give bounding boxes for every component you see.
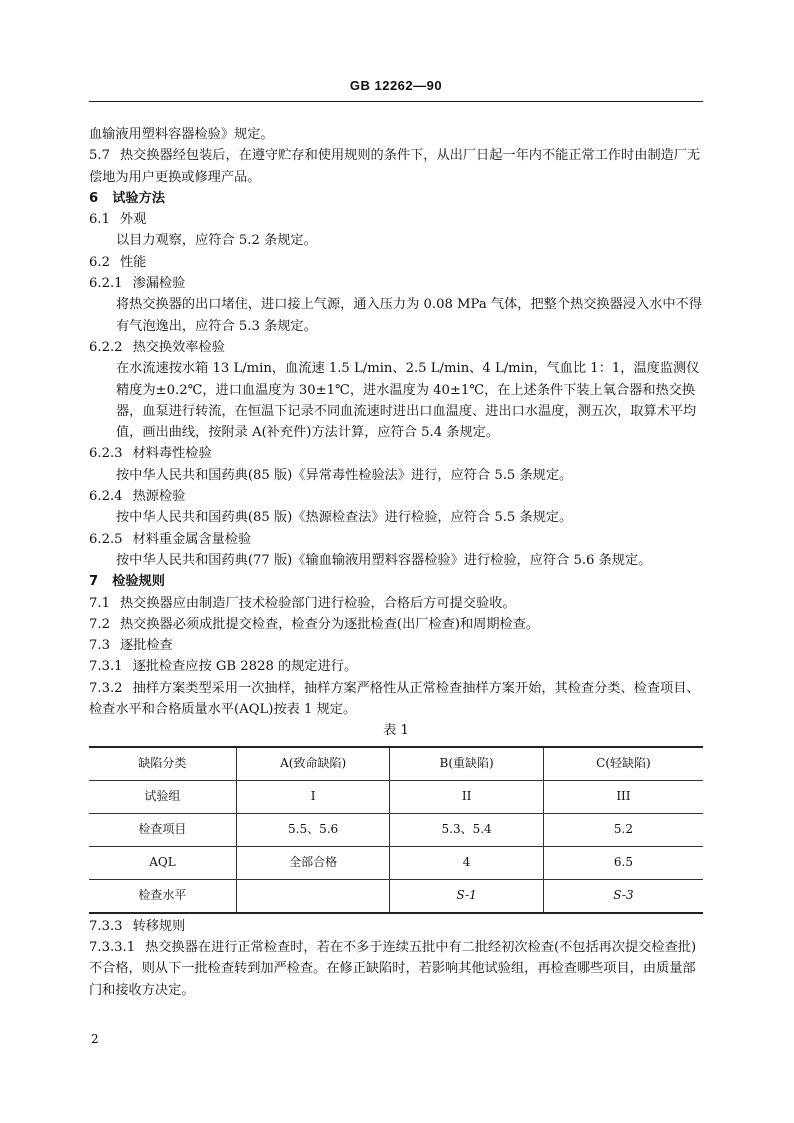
clause-6-2-4-body: 按中华人民共和国药典(85 版)《热源检查法》进行检验，应符合 5.5 条规定。: [116, 510, 573, 526]
clause-7-3-3: [89, 916, 703, 937]
clause-number: 7.1: [89, 595, 110, 611]
table-row: [89, 879, 703, 913]
table-cell: 4: [390, 846, 544, 879]
clause-text: 热交换器应由制造厂技术检验部门进行检验，合格后方可提交验收。: [119, 595, 516, 611]
table-row: [89, 813, 703, 846]
clause-number: 6.2.2: [89, 339, 123, 355]
clause-text: 热交换器必须成批提交检查，检查分为逐批检查(出厂检查)和周期检查。: [119, 616, 540, 632]
clause-6-1-body: 以目力观察，应符合 5.2 条规定。: [116, 233, 317, 249]
clause-6-1-heading: [89, 209, 703, 230]
table-header-row: [89, 747, 703, 781]
paragraph-continuation: 血输液用塑料容器检验》规定。: [89, 127, 274, 142]
clause-title: 材料重金属含量检验: [132, 531, 252, 547]
clause-text: 转移规则: [132, 918, 186, 934]
clause-6-2-3-body: 按中华人民共和国药典(85 版)《异常毒性检验法》进行，应符合 5.5 条规定。: [116, 467, 573, 483]
clause-number: 7.2: [89, 616, 110, 632]
clause-7-3-1: [89, 656, 703, 677]
table-cell: III: [543, 780, 703, 813]
clause-title: 材料毒性检验: [132, 446, 212, 462]
clause-title: 外观: [119, 212, 147, 228]
table-cell: 检查水平: [89, 879, 236, 913]
table-cell: I: [236, 780, 390, 813]
clause-6-2-4-heading: [89, 486, 703, 507]
clause-7-3-2: [89, 678, 703, 721]
table-cell: 6.5: [543, 846, 703, 879]
clause-number: 7.3.2: [89, 680, 123, 696]
clause-title: 热源检验: [132, 489, 186, 505]
header-divider: [89, 101, 703, 102]
table-row: [89, 846, 703, 879]
clause-6-2-1-heading: [89, 273, 703, 294]
clause-7-3-3-1: [89, 937, 703, 1001]
table-cell: 全部合格: [236, 846, 390, 879]
clause-7-3: [89, 635, 703, 656]
clause-title: 渗漏检验: [132, 276, 186, 292]
document-body: [89, 124, 703, 1001]
clause-number: 6.1: [89, 212, 110, 228]
clause-number: 7.3: [89, 638, 110, 654]
clause-number: 6.2.5: [89, 531, 123, 547]
page-header: GB 12262—90: [349, 78, 443, 93]
clause-number: 7.3.1: [89, 659, 123, 675]
clause-number: 6.2.3: [89, 446, 123, 462]
clause-text: 抽样方案类型采用一次抽样，抽样方案严格性从正常检查抽样方案开始，其检查分类、检查项目、检查水平和合格质量水平(AQL)按表 1 规定。: [89, 680, 700, 718]
clause-5-7: [89, 145, 703, 188]
table-header-cell: 缺陷分类: [89, 747, 236, 781]
section-number: 7: [89, 574, 99, 590]
table-header-cell: B(重缺陷): [390, 747, 544, 781]
clause-number: 6.2.1: [89, 276, 123, 292]
table-cell: 试验组: [89, 780, 236, 813]
clause-text: 逐批检查: [119, 638, 173, 654]
table-cell: 5.2: [543, 813, 703, 846]
table-cell: [236, 879, 390, 913]
clause-6-2-5-heading: [89, 529, 703, 550]
table-cell: AQL: [89, 846, 236, 879]
clause-6-2-heading: [89, 252, 703, 273]
table-cell: S-3: [543, 879, 703, 913]
clause-7-2: [89, 614, 703, 635]
clause-number: 5.7: [89, 148, 110, 164]
table-header-cell: A(致命缺陷): [236, 747, 390, 781]
clause-number: 7.3.3.1: [89, 939, 136, 955]
clause-6-2-5-body: 按中华人民共和国药典(77 版)《输血输液用塑料容器检验》进行检验，应符合 5.6 条规定。: [116, 552, 652, 568]
clause-6-2-2-heading: [89, 337, 703, 358]
table-header-cell: C(轻缺陷): [543, 747, 703, 781]
clause-7-1: [89, 593, 703, 614]
section-number: 6: [89, 190, 99, 206]
table-cell: 5.5、5.6: [236, 813, 390, 846]
table-caption: 表 1: [383, 723, 409, 739]
section-7-heading: [89, 571, 703, 592]
section-title: 检验规则: [112, 574, 165, 590]
section-title: 试验方法: [112, 190, 165, 206]
section-6-heading: [89, 188, 703, 209]
clause-text: 热交换器经包装后，在遵守贮存和使用规则的条件下，从出厂日起一年内不能正常工作时由制造厂无偿地为用户更换或修理产品。: [89, 148, 701, 185]
clause-title: 热交换效率检验: [132, 339, 225, 355]
table-cell: 检查项目: [89, 813, 236, 846]
clause-6-2-3-heading: [89, 443, 703, 464]
clause-title: 性能: [119, 254, 147, 270]
inspection-table: [89, 746, 703, 914]
table-cell: II: [390, 780, 544, 813]
clause-text: 热交换器在进行正常检查时，若在不多于连续五批中有二批经初次检查(不包括再次提交检查批)不合格，则从下一批检查转到加严检查。在修正缺陷时，若影响其他试验组，再检查哪些项目，由质量部门和接收方决定。: [89, 939, 697, 998]
clause-6-2-1-body: 将热交换器的出口堵住，进口接上气源，通入压力为 0.08 MPa 气体，把整个热交换器浸入水中不得有气泡逸出，应符合 5.3 条规定。: [116, 297, 702, 334]
table-cell: 5.3、5.4: [390, 813, 544, 846]
clause-6-2-2-body: 在水流速按水箱 13 L/min，血流速 1.5 L/min、2.5 L/min、4 L/min，气血比 1：1，温度监测仪精度为±0.2℃，进口血温度为 30±1℃，进水温度为 40±1℃，在上述条件下装上氧合器和热交换器，血泵进行转流，在恒温下记录不同血流速时进出口血温度、进出口水温度，测五次，取算术平均值，画出曲线，按附录 A(补充件)方法计算，应符合 5.4 条规定。: [116, 361, 700, 441]
table-cell: S-1: [390, 879, 544, 913]
table-row: [89, 780, 703, 813]
clause-number: 7.3.3: [89, 918, 123, 934]
clause-number: 6.2: [89, 254, 110, 270]
page-number: 2: [91, 1032, 99, 1046]
clause-text: 逐批检查应按 GB 2828 的规定进行。: [132, 659, 358, 675]
clause-number: 6.2.4: [89, 489, 123, 505]
